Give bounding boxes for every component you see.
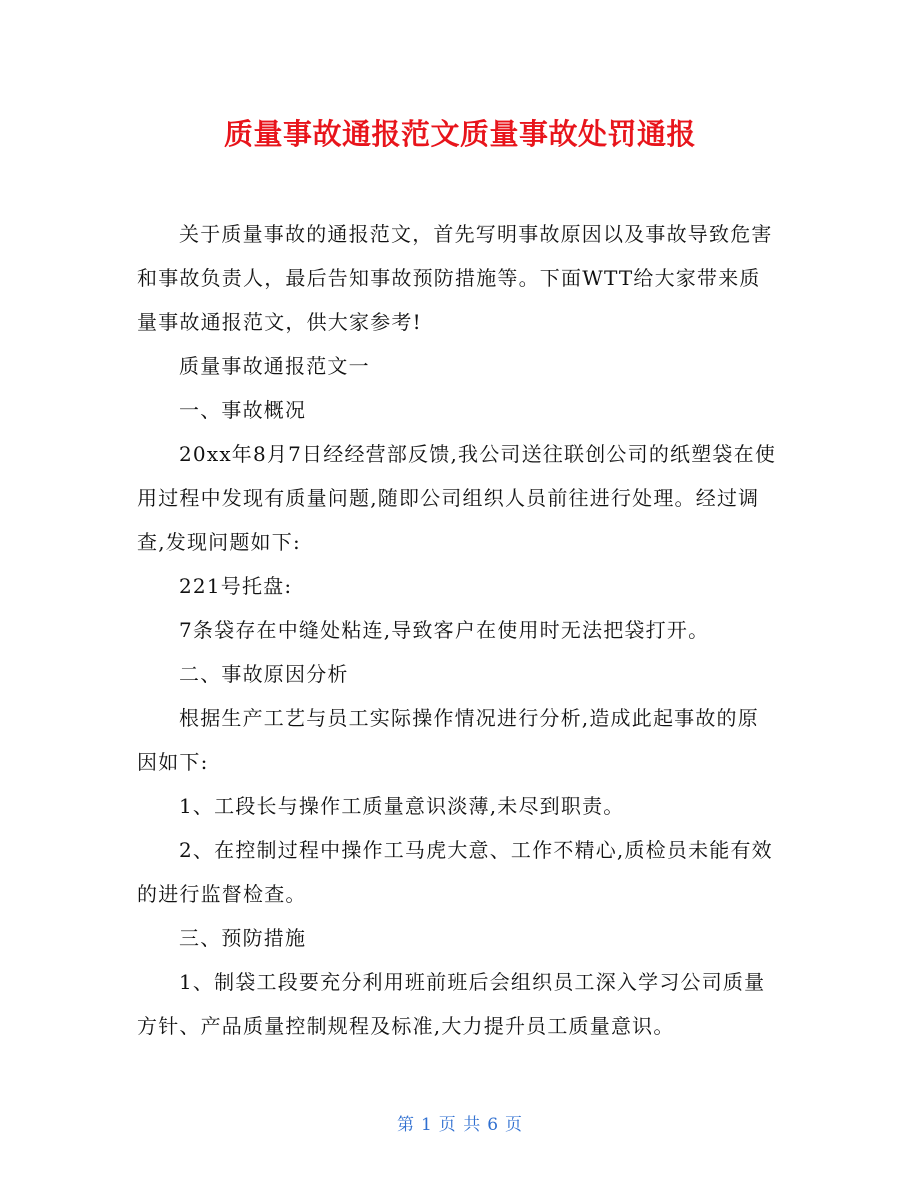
paragraph-tray: 221号托盘: xyxy=(179,574,293,598)
paragraph-overview: 20xx年8月7日经经营部反馈,我公司送往联创公司的纸塑袋在使用过程中发现有质量问题,随即公司组织人员前往进行处理。经过调查,发现问题如下: xyxy=(137,442,777,554)
paragraph-cause-2: 2、在控制过程中操作工马虎大意、工作不精心,质检员未能有效的进行监督检查。 xyxy=(137,838,773,906)
section-heading-prevention: 三、预防措施 xyxy=(179,926,307,950)
page-footer xyxy=(0,1112,920,1138)
footer-page-number: 1 xyxy=(420,1115,433,1135)
section-heading-overview: 一、事故概况 xyxy=(179,398,307,422)
paragraph-subtitle: 质量事故通报范文一 xyxy=(179,354,370,378)
document-title: 质量事故通报范文质量事故处罚通报 xyxy=(223,117,696,151)
document-body xyxy=(137,212,777,1048)
footer-suffix: 页 xyxy=(505,1115,524,1135)
paragraph-cause-intro: 根据生产工艺与员工实际操作情况进行分析,造成此起事故的原因如下: xyxy=(137,706,759,774)
paragraph-bags: 7条袋存在中缝处粘连,导致客户在使用时无法把袋打开。 xyxy=(179,618,710,642)
footer-prefix: 第 xyxy=(396,1115,415,1135)
paragraph-prevention-1: 1、制袋工段要充分利用班前班后会组织员工深入学习公司质量方针、产品质量控制规程及标准,大力提升员工质量意识。 xyxy=(137,970,766,1038)
paragraph-cause-1: 1、工段长与操作工质量意识淡薄,未尽到职责。 xyxy=(179,794,625,818)
section-heading-cause: 二、事故原因分析 xyxy=(179,662,349,686)
footer-total-pages: 6 xyxy=(487,1115,500,1135)
paragraph-intro: 关于质量事故的通报范文，首先写明事故原因以及事故导致危害和事故负责人，最后告知事故预防措施等。下面WTT给大家带来质量事故通报范文，供大家参考! xyxy=(137,222,773,334)
footer-middle: 页 共 xyxy=(438,1115,482,1135)
